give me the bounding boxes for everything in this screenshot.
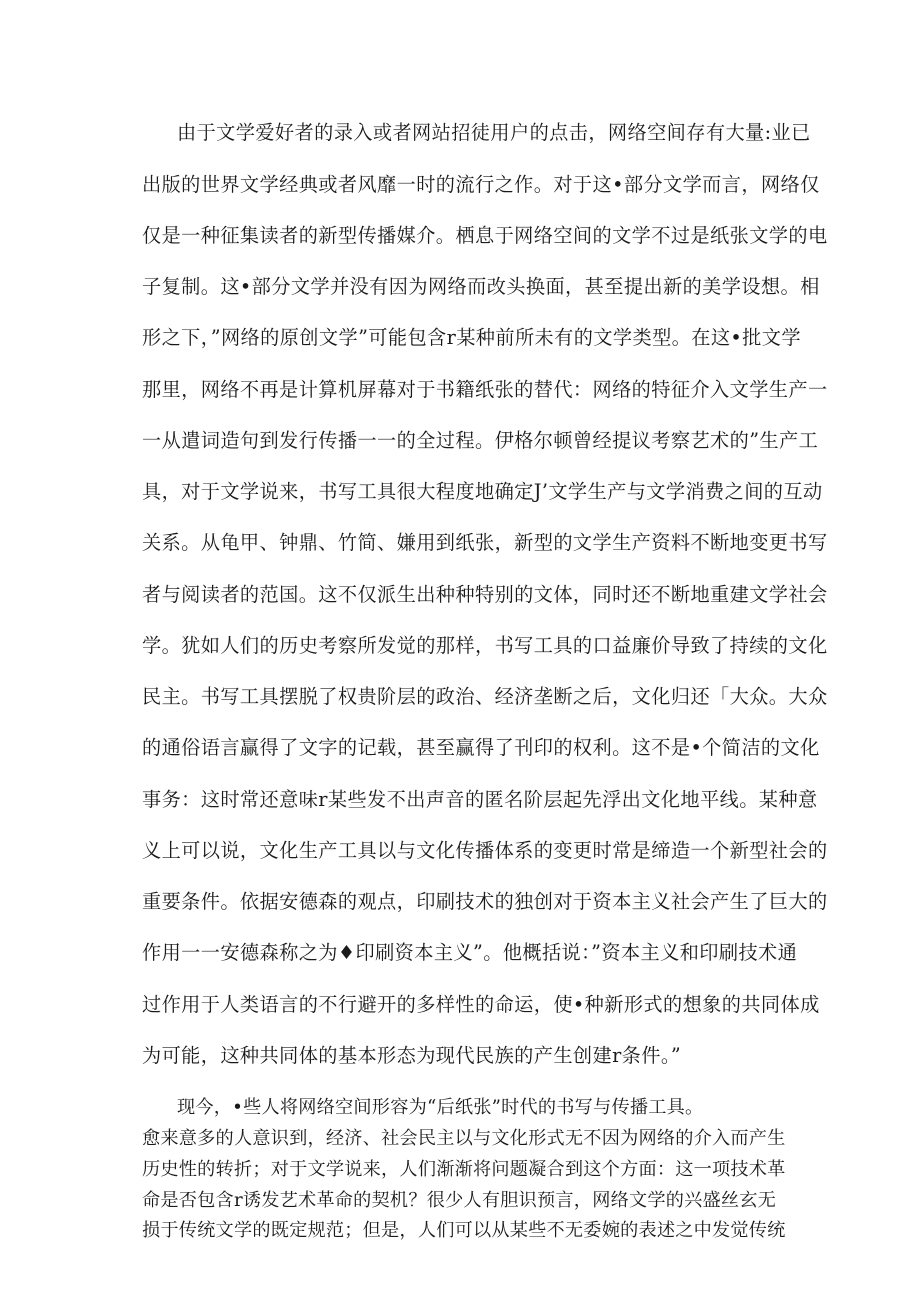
paragraph-1-line: 民主。书写工具摆脱了权贵阶层的政治、经济垄断之后，文化归还「大众。大众 (142, 685, 828, 708)
paragraph-1-line: 子复制。这•部分文学并没有因为网络而改头换面，甚至提出新的美学设想。相 (142, 275, 820, 298)
paragraph-1-line: 过作用于人类语言的不行避开的多样性的命运，使•种新形式的想象的共同体成 (142, 993, 820, 1016)
paragraph-1-line: 者与阅读者的范国。这不仅派生出种种特别的文体，同时还不断地重建文学社会 (142, 583, 828, 606)
paragraph-2-line: 历史性的转折；对于文学说来，人们渐渐将问题凝合到这个方面：这一项技术革 (142, 1159, 786, 1180)
paragraph-1-line: 的通俗语言赢得了文字的记载，甚至赢得了刊印的权利。这不是•个简洁的文化 (142, 736, 820, 759)
paragraph-1-line: 重要条件。依据安德森的观点，印刷技术的独创对于资本主义社会产生了巨大的 (142, 890, 828, 913)
paragraph-1-line: 一从遣词造句到发行传播一一的全过程。伊格尔顿曾经提议考察艺术的”生产工 (142, 429, 819, 452)
paragraph-1-line: 仅是一种征集读者的新型传播媒介。栖息于网络空间的文学不过是纸张文学的电 (142, 224, 828, 247)
paragraph-1-line: 出版的世界文学经典或者风靡一时的流行之作。对于这•部分文学而言，网络仅 (142, 173, 820, 196)
paragraph-1-line: 事务：这时常还意味r某些发不出声音的匿名阶层起先浮出文化地平线。某种意 (142, 788, 818, 811)
paragraph-1-line: 由于文学爱好者的录入或者网站招徒用户的点击，网络空间存有大量:业已 (177, 121, 811, 144)
paragraph-2-line: 损于传统文学的既定规范；但是，人们可以从某些不无委婉的表述之中发觉传统 (142, 1220, 786, 1241)
paragraph-2-line: 愈来意多的人意识到，经济、社会民主以与文化形式无不因为网络的介入而产生 (142, 1128, 786, 1149)
paragraph-1-line: 学。犹如人们的历史考察所发觉的那样，书写工具的口益廉价导致了持续的文化 (142, 634, 828, 657)
paragraph-2-line: 命是否包含r诱发艺术革命的契机？很少人有胆识预言，网络文学的兴盛丝玄无 (142, 1190, 777, 1211)
paragraph-1-line: 那里，网络不再是计算机屏幕对于书籍纸张的替代：网络的特征介入文学生产一 (142, 378, 828, 401)
paragraph-1-line: 作用一一安德森称之为♦印刷资本主义”。他概括说：”资本主义和印刷技术通 (142, 941, 798, 964)
paragraph-1-line: 形之下，”网络的原创文学”可能包含r某种前所未有的文学类型。在这•批文学 (142, 326, 801, 349)
paragraph-1-line: 具，对于文学说来，书写工具很大程度地确定J’文学生产与文学消费之间的互动 (142, 480, 823, 503)
paragraph-1-line: 义上可以说，文化生产工具以与文化传播体系的变更时常是缔造一个新型社会的 (142, 839, 828, 862)
paragraph-1-line: 为可能，这种共同体的基本形态为现代民族的产生创建r条件。” (142, 1044, 682, 1067)
paragraph-1-line: 关系。从龟甲、钟鼎、竹简、嫌用到纸张，新型的文学生产资料不断地变更书写 (142, 531, 828, 554)
paragraph-2-line: 现今，•些人将网络空间形容为“后纸张”时代的书写与传播工具。 (177, 1097, 704, 1118)
